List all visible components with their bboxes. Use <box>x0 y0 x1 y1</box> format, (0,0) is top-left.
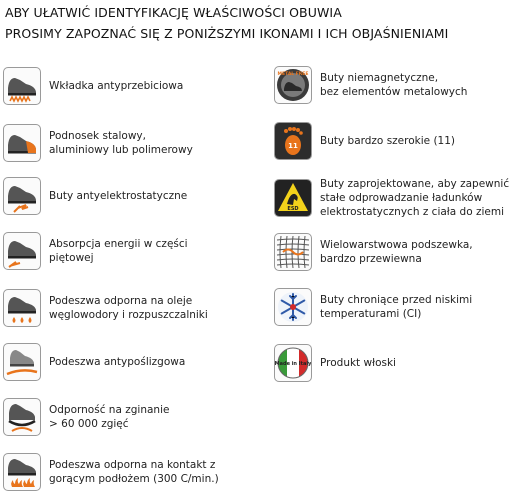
label-made-in-italy: Produkt włoski <box>320 357 396 369</box>
label-esd: Buty zaprojektowane, aby zapewnić stałe odprowadzanie ładunków elektrostatycznych z ciała do ziemi <box>320 178 510 218</box>
feature-protective-toecap <box>3 124 193 162</box>
metal-free-icon <box>274 66 312 104</box>
multilayer-lining-icon <box>274 233 312 271</box>
label-antistatic: Buty antyelektrostatyczne <box>49 190 188 202</box>
label-puncture-resistant-insole: Wkładka antyprzebiciowa <box>49 80 184 92</box>
antistatic-icon <box>3 177 41 215</box>
feature-flex-resistance <box>3 398 169 436</box>
label-protective-toecap: Podnosek stalowy, aluminiowy lub polimerowy <box>49 130 193 156</box>
feature-anti-slip-sole <box>3 343 185 381</box>
made-in-italy-badge-text: Made in Italy <box>275 361 311 367</box>
cold-insulation-icon <box>274 288 312 326</box>
label-extra-wide-fit: Buty bardzo szerokie (11) <box>320 135 455 147</box>
label-cold-insulation: Buty chroniące przed niskimi temperaturami (CI) <box>320 294 473 320</box>
feature-heel-energy-absorption <box>3 232 188 270</box>
metal-free-badge-text: METAL FREE <box>277 72 309 77</box>
feature-cold-insulation <box>274 288 472 326</box>
heel-energy-absorption-icon <box>3 232 41 270</box>
label-multilayer-lining: Wielowarstwowa podszewka, bardzo przewiewna <box>320 239 473 265</box>
header-line-2: PROSIMY ZAPOZNAĆ SIĘ Z PONIŻSZYMI IKONAMI I ICH OBJAŚNIENIAMI <box>5 26 449 41</box>
feature-antistatic <box>3 177 187 215</box>
feature-made-in-italy <box>274 344 396 382</box>
extra-wide-badge-text: 11 <box>288 142 298 150</box>
oil-resistant-sole-icon <box>3 289 41 327</box>
label-oil-resistant-sole: Podeszwa odporna na oleje węglowodory i rozpuszczalniki <box>49 295 208 321</box>
esd-badge-text: ESD <box>287 206 299 212</box>
heat-resistant-sole-icon <box>3 453 41 491</box>
label-anti-slip-sole: Podeszwa antypoślizgowa <box>49 356 186 368</box>
label-heel-energy-absorption: Absorpcja energii w części piętowej <box>49 238 188 264</box>
header-line-1: ABY UŁATWIĆ IDENTYFIKACJĘ WŁAŚCIWOŚCI OBUWIA <box>5 5 342 20</box>
feature-multilayer-lining <box>274 233 473 271</box>
flex-resistance-icon <box>3 398 41 436</box>
label-heat-resistant-sole: Podeszwa odporna na kontakt z gorącym podłożem (300 C/min.) <box>49 459 219 485</box>
label-flex-resistance: Odporność na zginanie > 60 000 zgięć <box>49 404 170 430</box>
made-in-italy-icon <box>274 344 312 382</box>
label-metal-free: Buty niemagnetyczne, bez elementów metalowych <box>320 72 468 98</box>
feature-esd <box>274 177 509 219</box>
puncture-resistant-insole-icon <box>3 67 41 105</box>
esd-icon <box>274 179 312 217</box>
feature-heat-resistant-sole <box>3 453 219 491</box>
feature-oil-resistant-sole <box>3 289 208 327</box>
feature-metal-free <box>274 66 467 104</box>
protective-toecap-icon <box>3 124 41 162</box>
feature-puncture-resistant-insole <box>3 67 183 105</box>
anti-slip-sole-icon <box>3 343 41 381</box>
feature-extra-wide-fit <box>274 122 455 160</box>
extra-wide-fit-icon <box>274 122 312 160</box>
